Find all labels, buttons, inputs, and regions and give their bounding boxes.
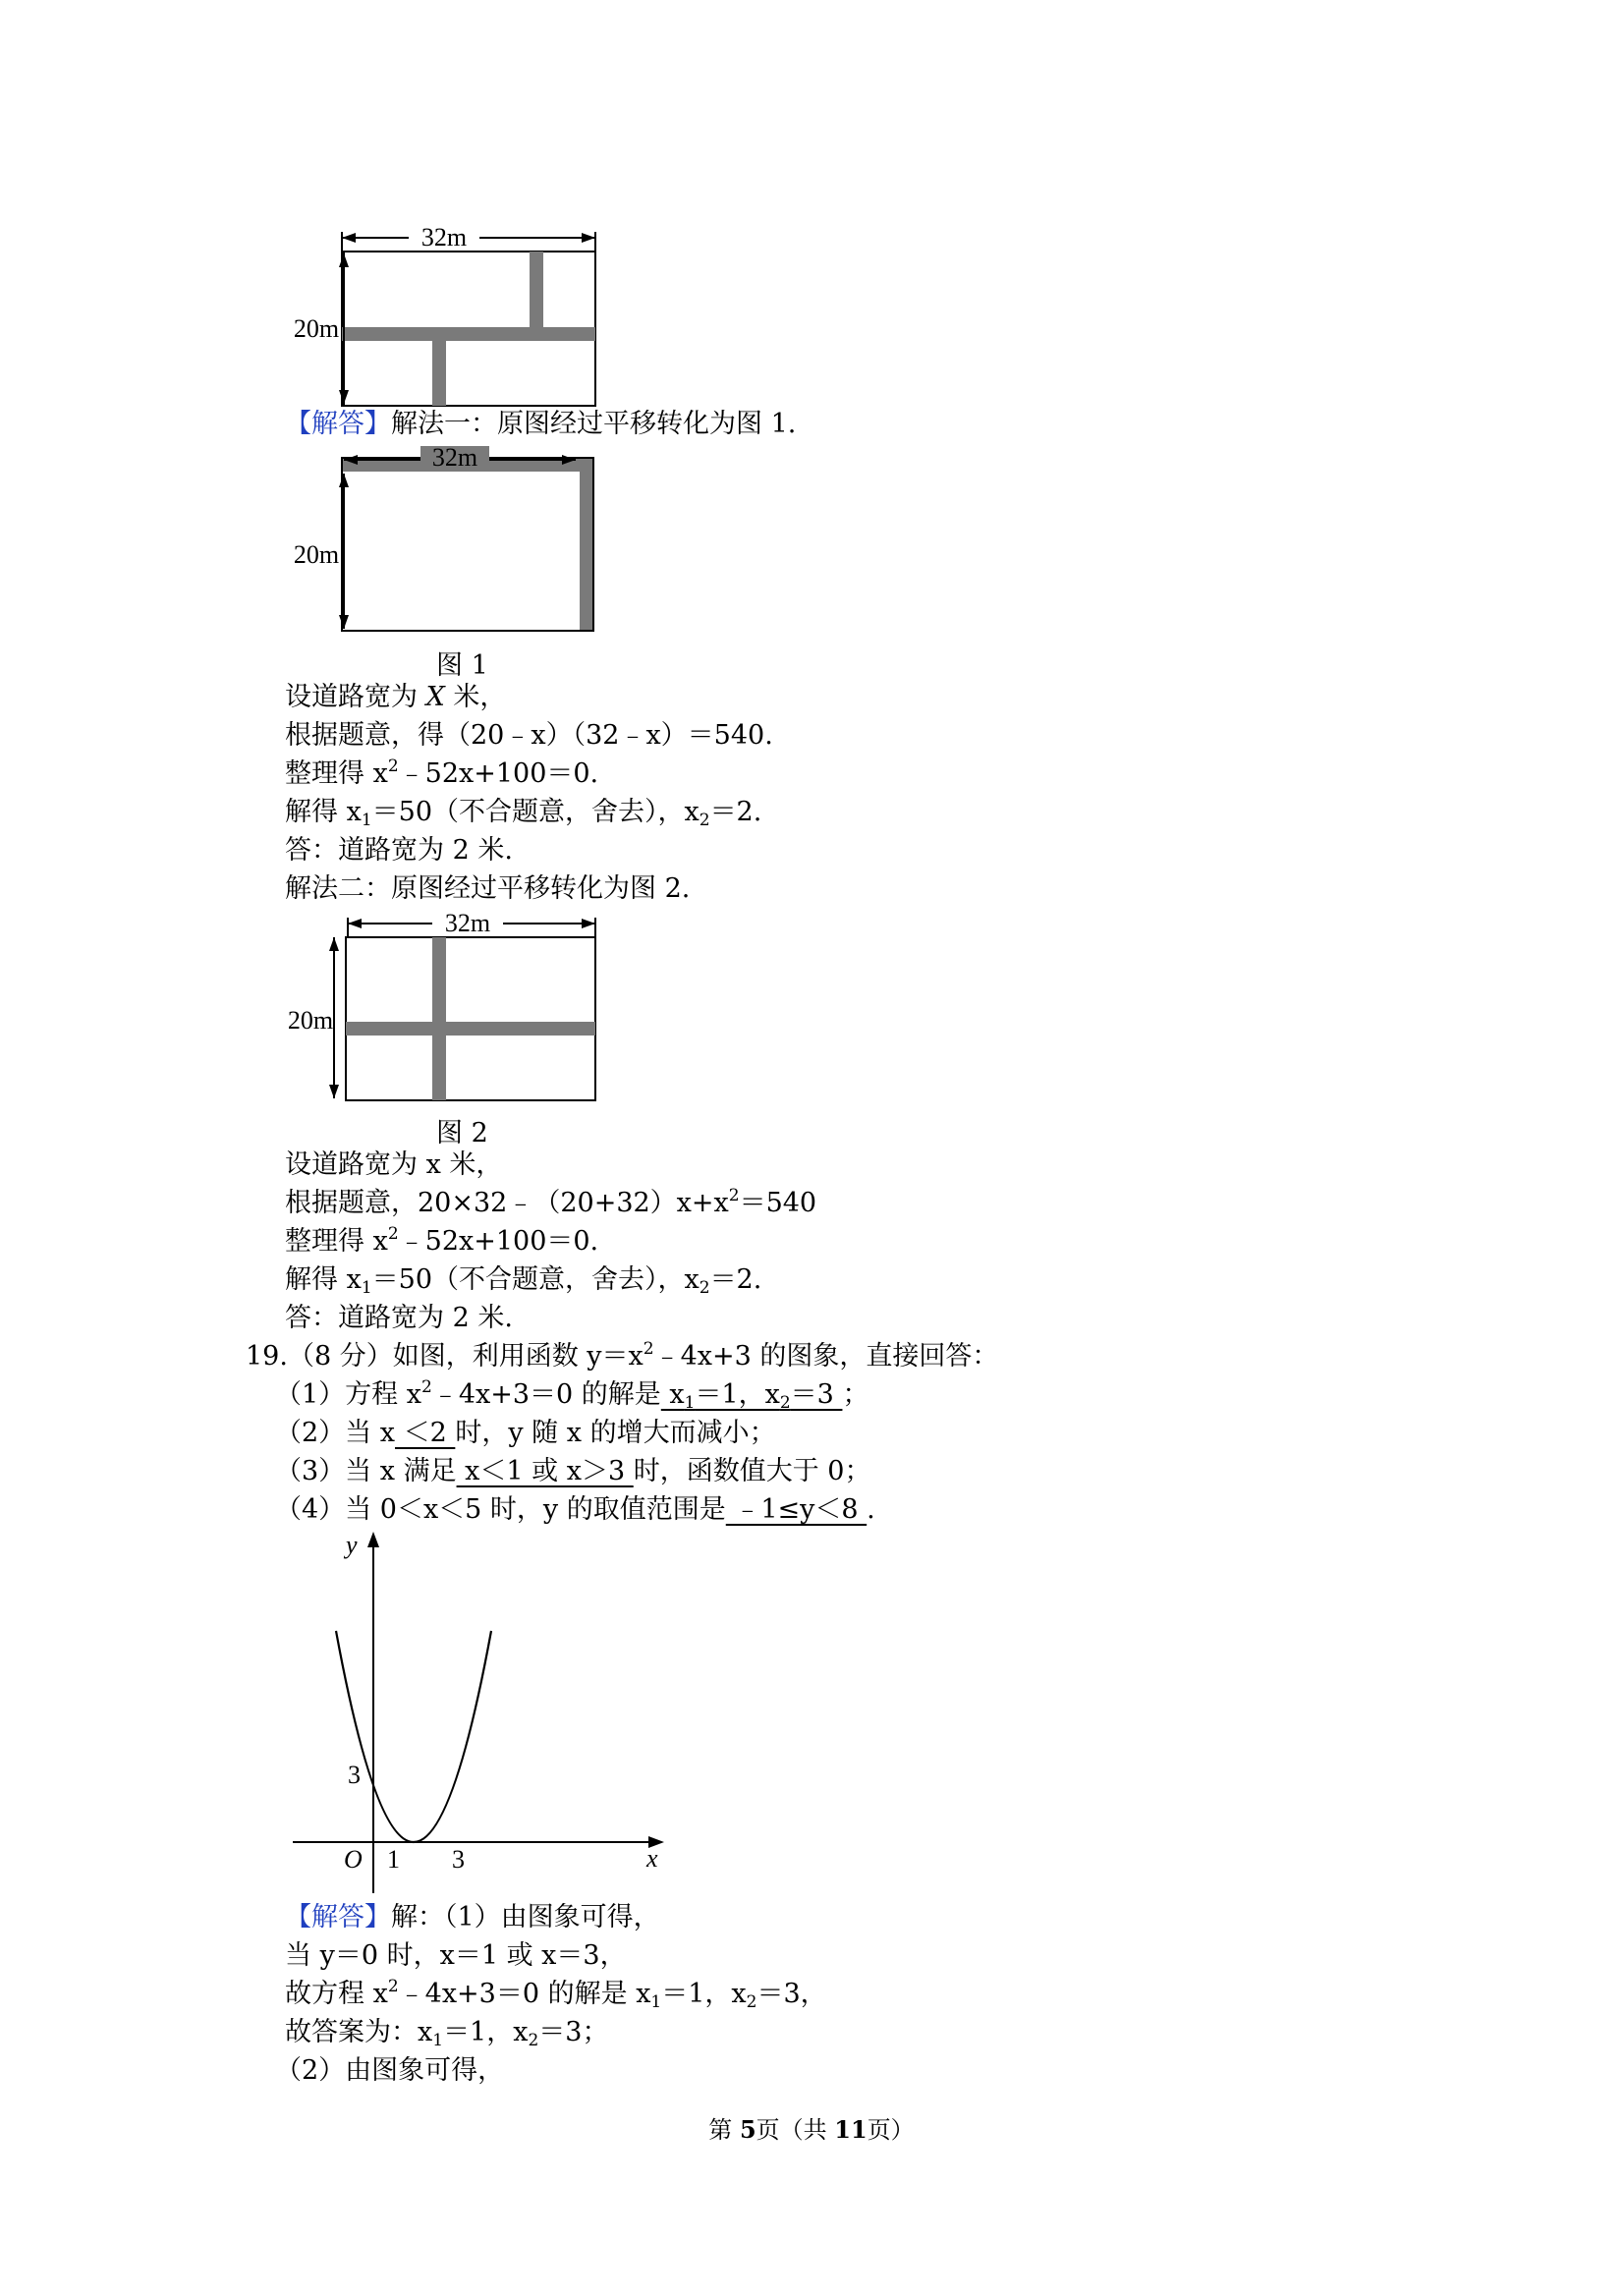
page-footer: 第 5页（共 11页）: [708, 2115, 915, 2144]
q19-part1-answer: $x_1=1$，$x_2=3$: [660, 1379, 843, 1413]
parabola-graph: [285, 1528, 678, 1901]
m1-line3: 整理得 $x^2﹣52x+100=0$.: [285, 756, 599, 789]
solution18-method1-intro: 【解答】解法一：原图经过平移转化为图 1.: [285, 409, 797, 439]
fig2-height-label: 20m: [287, 1006, 334, 1035]
fig1-width-label: 32m: [431, 443, 478, 472]
figure-1: [283, 444, 607, 631]
solution19-line4: 故答案为：$x_1=1$，$x_2=3$；: [285, 2017, 609, 2050]
solution19-line2: 当 y＝0 时，x＝1 或 x＝3，: [285, 1940, 627, 1971]
fig1-height-label: 20m: [293, 540, 340, 569]
q19-stem: 19.（8 分）如图，利用函数 $y=x^2﹣4x+3$ 的图象，直接回答：: [246, 1339, 999, 1372]
method2-intro: 解法二：原图经过平移转化为图 2.: [285, 873, 691, 904]
m1-line2: 根据题意，得（20﹣x）（32﹣x）＝540.: [285, 720, 773, 751]
q19-part2: （2）当 x ＜2 时，y 随 x 的增大而减小；: [275, 1418, 776, 1448]
x-axis-label: x: [646, 1844, 658, 1873]
y-axis-label: y: [346, 1531, 358, 1559]
figure-2: [283, 906, 607, 1102]
m1-line4: 解得 $x_1=50$（不合题意，舍去），$x_2=2$.: [285, 797, 762, 830]
root1-label: 1: [387, 1845, 400, 1874]
answer-tag: 【解答】: [285, 1902, 391, 1932]
solution19-line5: （2）由图象可得，: [275, 2055, 505, 2086]
m2-line1: 设道路宽为 x 米，: [285, 1149, 503, 1180]
answer-tag: 【解答】: [285, 409, 391, 439]
q19-part4: （4）当 0＜x＜5 时，y 的取值范围是 ﹣1≤y＜8 .: [275, 1494, 875, 1525]
solution19-line3: 故方程 $x^2﹣4x+3=0$ 的解是 $x_1=1$，$x_2=3$，: [285, 1977, 827, 2012]
y-intercept-label: 3: [348, 1761, 361, 1789]
m2-line5: 答：道路宽为 2 米.: [285, 1303, 513, 1333]
q19-part1: （1）方程 $x^2﹣4x+3=0$ 的解是 $x_1=1$，$x_2=3$ ；: [275, 1377, 869, 1413]
original-width-label: 32m: [420, 223, 468, 252]
fig1-caption: 图 1: [436, 650, 488, 681]
q19-part3: （3）当 x 满足 x＜1 或 x＞3 时，函数值大于 0；: [275, 1456, 871, 1486]
m1-line1: 设道路宽为 X 米，: [285, 682, 507, 712]
origin-label: O: [344, 1845, 363, 1874]
m2-line3: 整理得 $x^2﹣52x+100=0$.: [285, 1224, 599, 1257]
root2-label: 3: [452, 1845, 465, 1874]
q19-part4-answer: ﹣1≤y＜8: [725, 1494, 867, 1525]
q19-part3-answer: x＜1 或 x＞3: [456, 1456, 634, 1486]
m2-line4: 解得 $x_1=50$（不合题意，舍去），$x_2=2$.: [285, 1264, 762, 1298]
figure-original: [283, 218, 607, 407]
fig2-width-label: 32m: [444, 909, 491, 937]
solution19-line1: 【解答】解：（1）由图象可得，: [285, 1902, 660, 1932]
fig2-caption: 图 2: [436, 1118, 488, 1148]
m2-line2: 根据题意，$20\times 32﹣(20+32)x+x^2=540$: [285, 1186, 817, 1218]
original-height-label: 20m: [293, 314, 340, 343]
q19-part2-answer: ＜2: [395, 1418, 456, 1448]
m1-line5: 答：道路宽为 2 米.: [285, 835, 513, 866]
